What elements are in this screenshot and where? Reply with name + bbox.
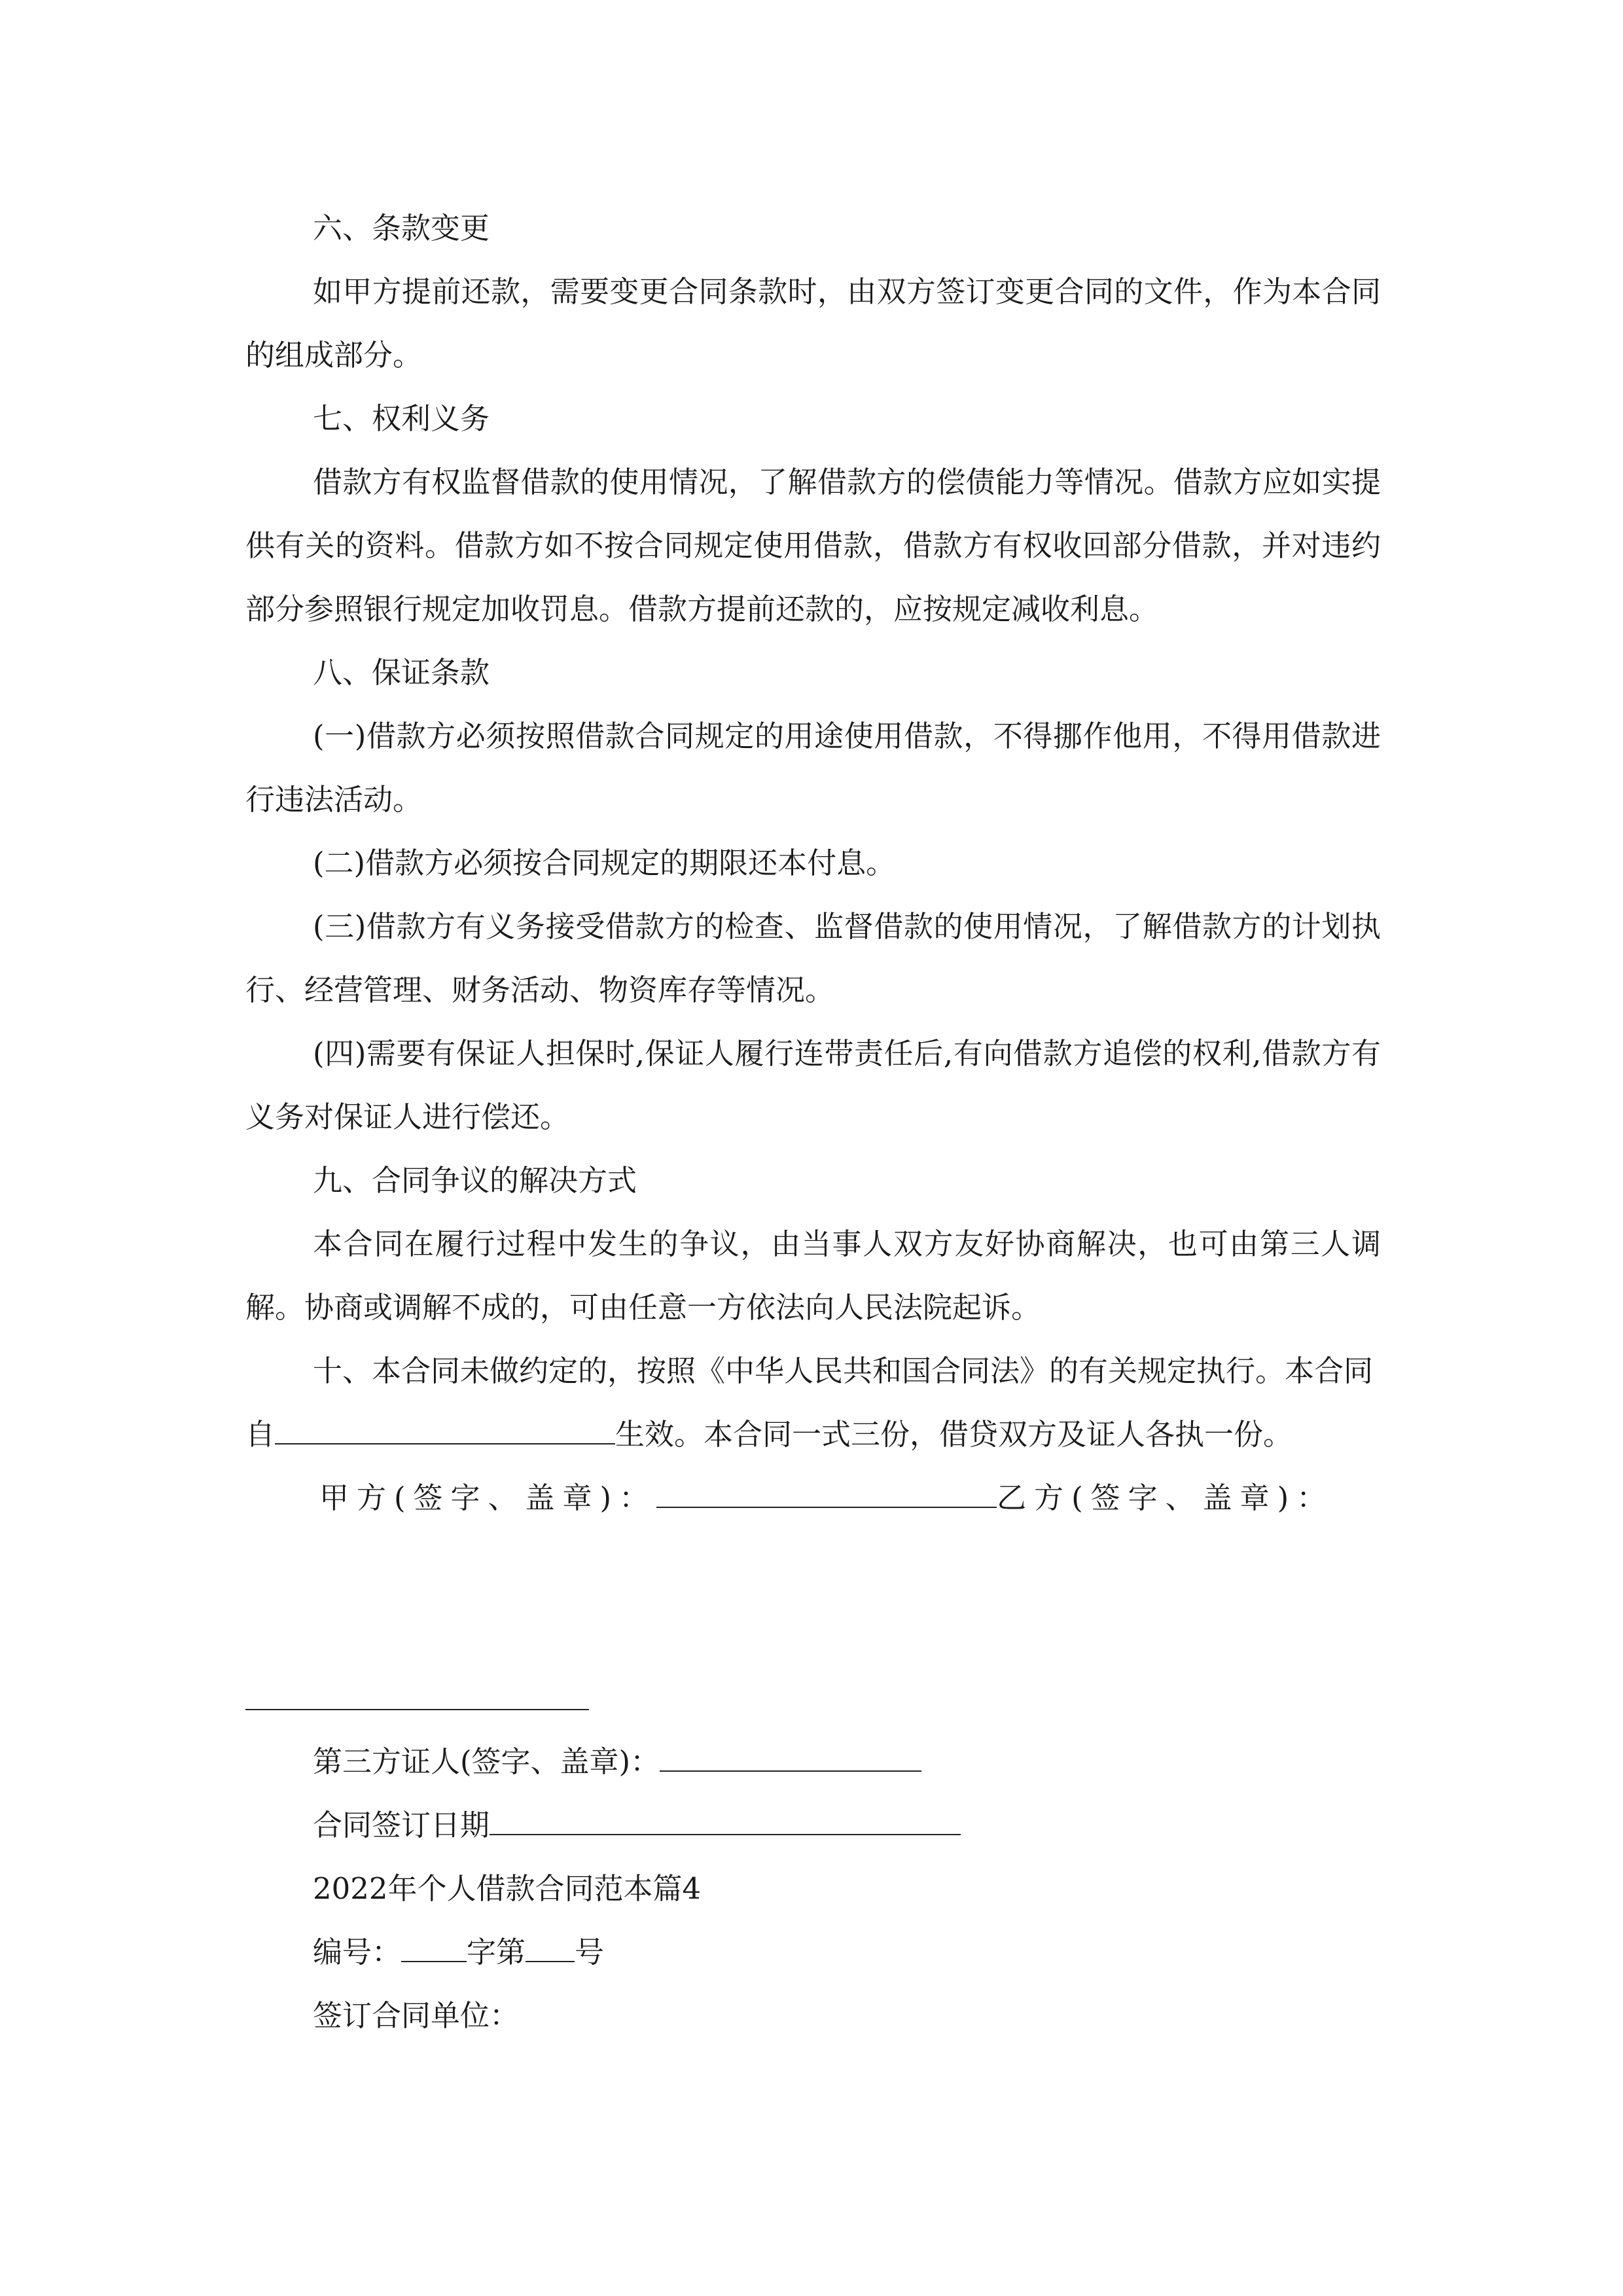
section-heading: 九、合同争议的解决方式 <box>313 1163 637 1198</box>
clause-item: (三)借款方有义务接受借款方的检查、监督借款的使用情况，了解借款方的计划执行、经营管理、财务活动、物资库存等情况。 <box>245 909 1381 1007</box>
party-signature-line <box>245 1466 1381 1530</box>
party-b-blank <box>245 1709 589 1710</box>
paragraph: 本合同在履行过程中发生的争议，由当事人双方友好协商解决，也可由第三人调解。协商或调解不成的，可由任意一方依法向人民法院起诉。 <box>245 1227 1381 1325</box>
witness-label: 第三方证人(签字、盖章)： <box>313 1744 660 1779</box>
witness-blank <box>660 1744 921 1772</box>
section-heading: 六、条款变更 <box>313 211 490 245</box>
clause-item: (四)需要有保证人担保时,保证人履行连带责任后,有向借款方追偿的权利,借款方有义务对保证人进行偿还。 <box>245 1036 1381 1134</box>
clause-item: (二)借款方必须按合同规定的期限还本付息。 <box>313 846 896 880</box>
witness-line <box>313 1730 1360 1793</box>
effective-clause-tail: 生效。本合同一式三份，借贷双方及证人各执一份。 <box>615 1417 1293 1452</box>
number-blank-2 <box>526 1935 575 1962</box>
contract-body <box>245 196 1381 1530</box>
sign-date-line <box>313 1793 1360 1857</box>
sign-date-label: 合同签订日期 <box>313 1808 490 1842</box>
party-a-blank <box>656 1480 997 1508</box>
clause-item: (一)借款方必须按照借款合同规定的用途使用借款，不得挪作他用，不得用借款进行违法活动。 <box>245 719 1381 817</box>
paragraph: 借款方有权监督借款的使用情况，了解借款方的偿债能力等情况。借款方应如实提供有关的资料。借款方如不按合同规定使用借款，借款方有权收回部分借款，并对违约部分参照银行规定加收罚息。借款方提前还款的，应按规定减收利息。 <box>245 465 1381 626</box>
paragraph <box>245 1339 1381 1466</box>
contracting-parties-label: 签订合同单位： <box>313 1998 520 2033</box>
number-label: 编号： <box>313 1935 402 1969</box>
paragraph: 如甲方提前还款，需要变更合同条款时，由双方签订变更合同的文件，作为本合同的组成部分。 <box>245 274 1381 372</box>
section-heading: 七、权利义务 <box>313 401 490 436</box>
sign-date-blank <box>490 1808 961 1835</box>
number-blank-1 <box>401 1935 467 1962</box>
document-number-line <box>313 1920 1360 1984</box>
number-suffix: 号 <box>575 1935 605 1969</box>
party-a-label: 甲方(签字、盖章)： <box>319 1480 657 1515</box>
next-document-title: 2022年个人借款合同范本篇4 <box>313 1871 702 1906</box>
number-mid: 字第 <box>467 1935 526 1969</box>
effective-date-blank <box>275 1417 615 1444</box>
party-b-label: 乙方(签字、盖章)： <box>997 1480 1334 1515</box>
effective-clause-text: 十、本合同未做约定的，按照《中华人民共和国合同法》的有关规定执行。本合同自 <box>245 1354 1374 1452</box>
signature-block <box>313 1730 1360 2047</box>
section-heading: 八、保证条款 <box>313 655 490 690</box>
